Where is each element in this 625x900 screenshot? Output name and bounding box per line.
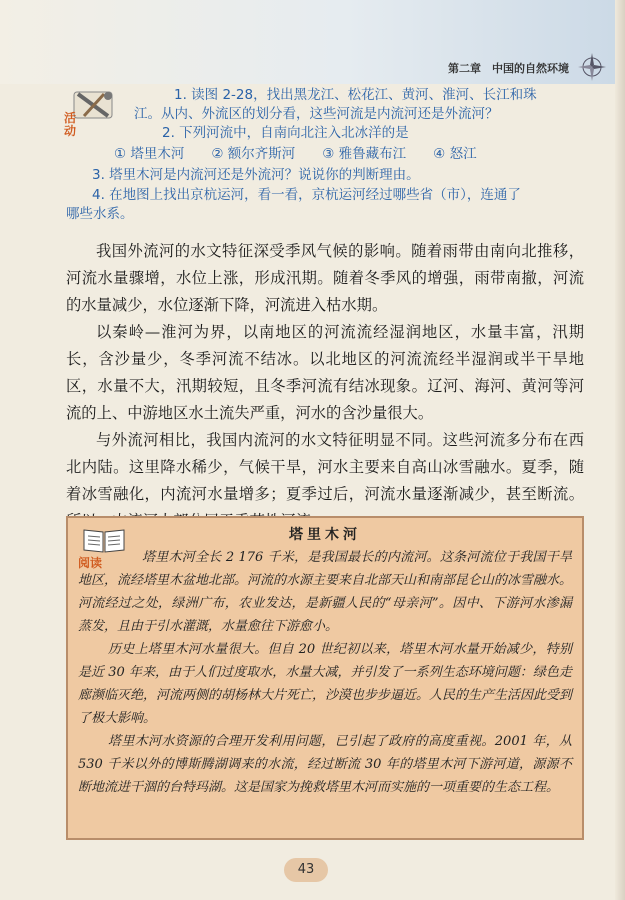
reading-text xyxy=(78,546,572,799)
activity-label: 活动 xyxy=(64,111,77,138)
reading-title: 塔里木河 xyxy=(289,527,361,543)
body-paragraph: 与外流河相比，我国内流河的水文特征明显不同。这些河流多分布在西北内陆。这里降水稀少，气候干旱，河水主要来自高山冰雪融水。夏季，随着冰雪融化，内流河水量增多；夏季过后，河流水量逐渐减少，甚至断流。 xyxy=(66,431,584,503)
activity-question-line: 3. 塔里木河是内流河还是外流河？说说你的判断理由。 xyxy=(92,167,420,183)
page-number: 43 xyxy=(284,858,328,882)
reading-paragraph: 塔里木河全长 2 176 千米，是我国最长的内流河。这条河流位于我国干旱地区，流经塔里木盆地北部。河流的水源主要来自北部天山和南部昆仑山的冰雪融水。河流经过之处，绿洲广布，农业发达，是新疆人民的“母亲河”。因中、下游河水渗漏蒸发，且由于引水灌溉，水量愈往下游愈小。 xyxy=(78,550,573,634)
body-paragraph: 以秦岭—淮河为界，以南地区的河流流经湿润地区，水量丰富，汛期长，含沙量少，冬季河流不结冰。以北地区的河流流经半湿润或半干旱地区，水量不大，汛期较短，且冬季河流有结冰现象。辽河、海河、黄河等河流的上、中游地区水土流失严重，河水的含沙量很大。 xyxy=(66,323,584,422)
compass-icon xyxy=(577,52,607,82)
activity-question-line: 4. 在地图上找出京杭运河，看一看，京杭运河经过哪些省（市），连通了 xyxy=(92,187,521,203)
page-edge xyxy=(615,0,625,900)
activity-question-line: 1. 读图 2-28，找出黑龙江、松花江、黄河、淮河、长江和珠 xyxy=(174,87,537,103)
reading-paragraph: 塔里木河水资源的合理开发利用问题，已引起了政府的高度重视。2001 年，从 530 千米以外的博斯腾湖调来的水流，经过断流 30 年的塔里木河下游河道，源源不断地流进干涸的台特玛湖。这是国家为挽救塔里木河而实施的一项重要的生态工程。 xyxy=(78,734,572,795)
activity-question-line: ① 塔里木河 ② 额尔齐斯河 ③ 雅鲁藏布江 ④ 怒江 xyxy=(114,146,477,162)
reading-label: 阅读 xyxy=(78,556,103,570)
activity-question-line: 江。从内、外流区的划分看，这些河流是内流河还是外流河？ xyxy=(134,106,499,122)
activity-question-line: 2. 下列河流中，自南向北注入北冰洋的是 xyxy=(162,125,409,141)
body-paragraph: 我国外流河的水文特征深受季风气候的影响。随着雨带由南向北推移，河流水量骤增，水位上涨，形成汛期。随着冬季风的增强，雨带南撤，河流的水量减少，水位逐渐下降，河流进入枯水期。 xyxy=(66,242,584,314)
activity-question-line: 哪些水系。 xyxy=(66,206,134,222)
reading-paragraph: 历史上塔里木河水量很大。但自 20 世纪初以来，塔里木河水量开始减少，特别是近 30 年来，由于人们过度取水，水量大减，并引发了一系列生态环境问题：绿色走廊濒临灭绝，河流两侧的胡杨林大片死亡，沙漠也步步逼近。人民的生产生活因此受到了极大影响。 xyxy=(78,642,573,726)
body-text xyxy=(66,238,584,535)
reading-box xyxy=(66,516,584,840)
chapter-title: 第二章 中国的自然环境 xyxy=(448,62,569,75)
